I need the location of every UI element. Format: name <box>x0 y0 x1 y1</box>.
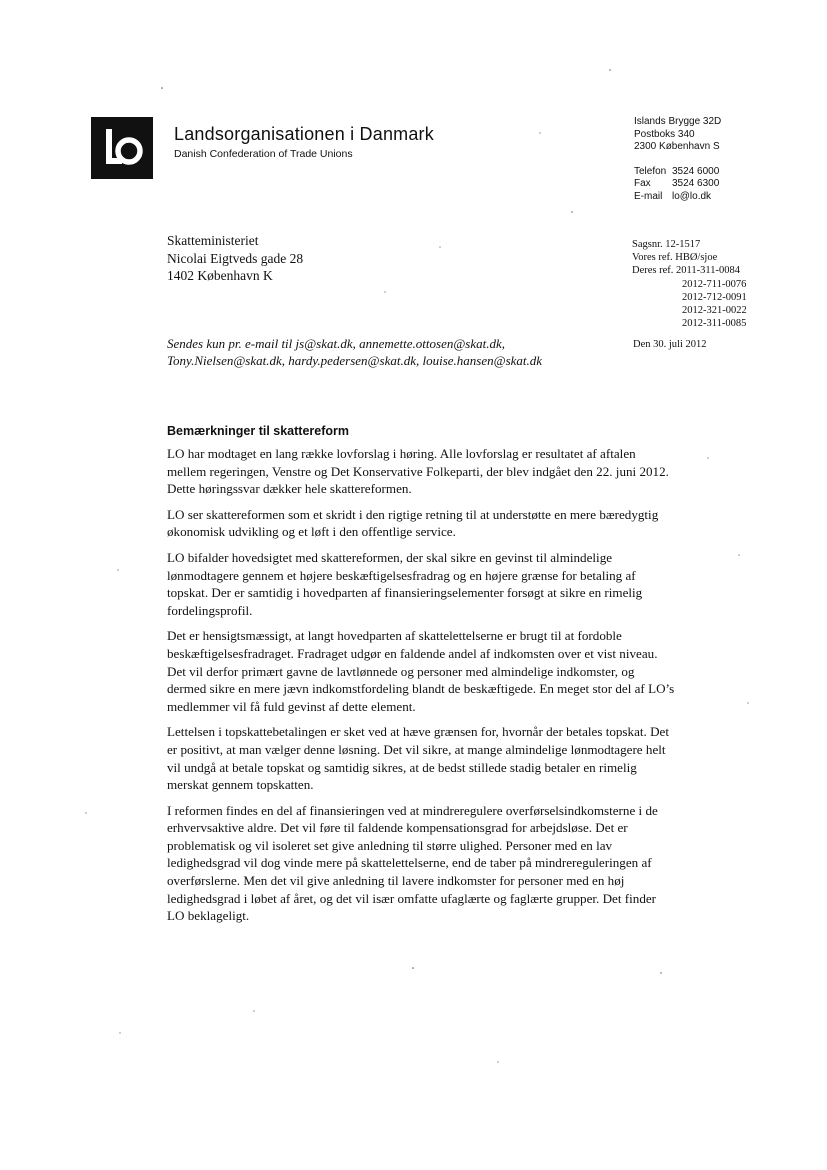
your-reference: 2012-711-0076 <box>682 278 747 290</box>
email-value[interactable]: lo@lo.dk <box>672 190 712 202</box>
fax-label: Fax <box>634 178 651 189</box>
letter-body <box>167 445 675 933</box>
our-reference: Vores ref. HBØ/sjoe <box>632 252 718 264</box>
phone-row <box>634 166 721 179</box>
lo-logo-icon <box>91 117 153 179</box>
email-distribution <box>167 335 542 369</box>
body-paragraph: Lettelsen i topskattebetalingen er sket ved at hæve grænsen for, hvornår der betales topskat. Det er positivt, at man vælger denne løsning. Det vil sikre, at mange almindelige lønmodtagere helt vil undgå at betale topskat og samtidig sikres, at de bedst stillede stadig betaler en rimelig merskat gennem topskatten. <box>167 724 669 793</box>
recipient-line: Skatteministeriet <box>167 233 259 248</box>
case-number: Sagsnr. 12-1517 <box>632 239 701 250</box>
body-paragraph: LO har modtaget en lang række lovforslag i høring. Alle lovforslag er resultatet af aftalen mellem regeringen, Venstre og Det Konservative Folkeparti, der blev indgået den 22. juni 2012. Dette høringssvar dækker hele skattereformen. <box>167 446 669 497</box>
fax-value: 3524 6300 <box>672 178 720 189</box>
body-paragraph: Det er hensigtsmæssigt, at langt hovedparten af skattelettelserne er brugt til at fordoble beskæftigelsesfradraget. Fradraget udgør en faldende andel af indkomsten over et vist niveau. Det vil derfor primært gavne de lavtlønnede og personer med almindelige indkomster, og dermed sikre en mere jævn indkomstfordeling blandt de beskæftigede. En meget stor del af LO’s medlemmer vil få fuld gevinst af dette element. <box>167 628 675 714</box>
your-reference: 2012-311-0085 <box>682 318 747 330</box>
organization-subtitle: Danish Confederation of Trade Unions <box>174 148 353 160</box>
recipient-line: 1402 København K <box>167 268 273 283</box>
body-paragraph: LO bifalder hovedsigtet med skattereformen, der skal sikre en gevinst til almindelige lønmodtagere gennem et højere beskæftigelsesfradrag og en højere grænse for betaling af topskat. Der er samtidig i hovedparten af finansieringselementer forsøgt at sikre en rimelig fordelingsprofil. <box>167 549 643 618</box>
letter-date: Den 30. juli 2012 <box>633 339 707 350</box>
email-row <box>634 191 721 204</box>
address-line: Islands Brygge 32D <box>634 116 722 127</box>
recipient-address <box>167 232 303 285</box>
body-paragraph: I reformen findes en del af finansieringen ved at mindreregulere overførselsindkomsterne i de erhvervsaktive aldre. Det vil føre til faldende kompensationsgrad for arbejdsløse. Det er problematisk og vil isoleret set give anledning til større ulighed. Personer med en lav ledighedsgrad vil dog vinde mere på skattelettelserne, end de taber på mindrereguleringen af overførslerne. Men det vil give anledning til lavere indkomster for personer med en høj ledighedsgrad i løbet af året, og det vil især omfatte ufaglærte og faglærte grupper. Det finder LO beklageligt. <box>167 802 658 924</box>
body-paragraph: LO ser skattereformen som et skridt i den rigtige retning til at understøtte en mere bæredygtig økonomisk udvikling og et løft i den offentlige service. <box>167 506 659 540</box>
letter-heading: Bemærkninger til skattereform <box>167 424 350 438</box>
address-line: Postboks 340 <box>634 128 695 140</box>
contact-block <box>634 116 721 203</box>
phone-value: 3524 6000 <box>672 165 720 177</box>
email-line: Tony.Nielsen@skat.dk, hardy.pedersen@skat.dk, louise.hansen@skat.dk <box>167 353 543 368</box>
recipient-line: Nicolai Eigtveds gade 28 <box>167 250 304 266</box>
your-reference: 2012-321-0022 <box>682 305 747 317</box>
reference-block <box>632 238 747 330</box>
address-line: 2300 København S <box>634 141 720 152</box>
fax-row <box>634 178 721 191</box>
organization-name: Landsorganisationen i Danmark <box>174 124 434 144</box>
your-reference: 2012-712-0091 <box>682 291 747 303</box>
phone-label: Telefon <box>634 165 667 177</box>
lo-logo <box>91 117 153 179</box>
your-reference: Deres ref. 2011-311-0084 <box>632 265 740 277</box>
email-line: Sendes kun pr. e-mail til js@skat.dk, annemette.ottosen@skat.dk, <box>167 336 506 351</box>
email-label: E-mail <box>634 190 663 202</box>
